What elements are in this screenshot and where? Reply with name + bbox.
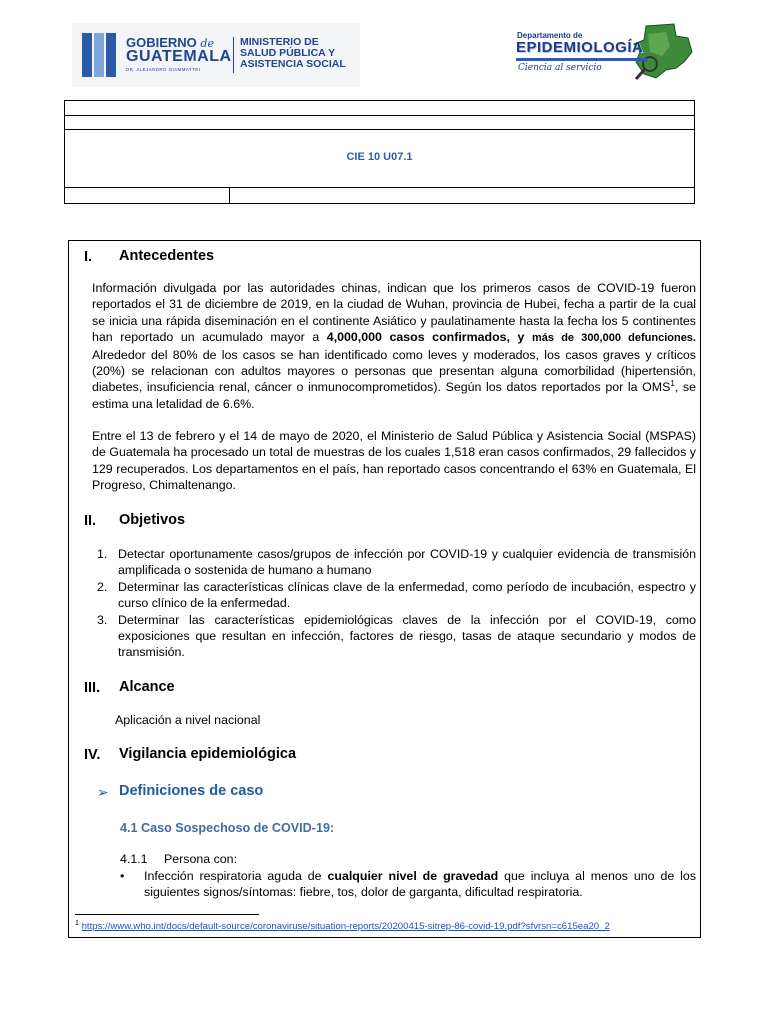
cie-code: CIE 10 U07.1 [346, 151, 413, 163]
list-item-text: Detectar oportunamente casos/grupos de infección por COVID-19 y cualquier evidencia de transmisión amplificada o sostenida de humano a humano [118, 547, 696, 578]
list-item [92, 579, 696, 612]
title-table-rule-1 [65, 115, 694, 116]
list-item-number: 2. [97, 579, 108, 594]
antecedentes-p1-text-c: , se estima una letalidad de 6.6%. [92, 380, 696, 411]
footnote-marker: 1 [75, 920, 79, 927]
epi-logo-bar [516, 58, 648, 61]
antecedentes-p1-text-a: Información divulgada por las autoridades chinas, indican que los primeros casos de COVID-19 fueron reportados el 31 de diciembre de 2019, en la ciudad de Wuhan, provincia de Hubei, fecha a partir de la cual se inicia una rápida diseminación en el continente Asiático y paulatinamente hasta la fecha los 5 continentes han reportado un acumulado mayor a [92, 281, 696, 345]
section-1-title: Antecedentes [119, 248, 215, 264]
definiciones-heading: Definiciones de caso [119, 783, 264, 799]
epidemiology-logo [508, 22, 698, 86]
gov-logo-president: DR. ALEJANDRO GIAMMATTEI [126, 67, 201, 72]
bullet-text-bold: cualquier nivel de gravedad [327, 869, 499, 883]
list-item-text: Determinar las características epidemiológicas claves de la infección por el COVID-19, como exposiciones que resultan en infección, factores de riesgo, tasas de ataque secundario y modos de transmisión. [118, 612, 696, 660]
antecedentes-paragraph-1 [92, 280, 696, 412]
government-logo [72, 23, 360, 87]
ministry-line-2: SALUD PÚBLICA Y [240, 47, 336, 59]
list-item [92, 546, 696, 579]
epi-logo-tagline: Ciencia al servicio [518, 63, 602, 73]
flag-stripe-right [106, 33, 116, 77]
list-item [120, 868, 696, 901]
footnote [75, 920, 610, 932]
epi-logo-title: EPIDEMIOLOGÍA [516, 39, 644, 56]
epi-logo-department: Departamento de [517, 31, 583, 40]
list-item-text: Determinar las características clínicas clave de la enfermedad, como período de incubación, espectro y curso clínico de la enfermedad. [118, 579, 696, 611]
gov-logo-de: de [200, 37, 214, 50]
title-table-col-divider [229, 187, 230, 204]
antecedentes-paragraph-2: Entre el 13 de febrero y el 14 de mayo de 2020, el Ministerio de Salud Pública y Asistencia Social (MSPAS) de Guatemala ha procesado un total de muestras de los cuales 1,518 eran casos confirmados, 29 fallecidos y 129 recuperados. Los departamentos en el país, han reportado casos concentrando el 63% en Guatemala, El Progreso, Chimaltenango. [92, 429, 696, 493]
gov-logo-gobierno: GOBIERNO [126, 35, 197, 50]
section-2-number: II. [84, 513, 97, 529]
list-item [92, 612, 696, 661]
alcance-text: Aplicación a nivel nacional [115, 713, 261, 727]
list-item-text [120, 868, 696, 901]
footnote-ref[interactable]: 1 [670, 379, 675, 389]
gov-logo-divider [233, 37, 234, 73]
objectives-list [92, 546, 696, 661]
antecedentes-p1-bold-cases: 4,000,000 casos confirmados, y [326, 330, 525, 345]
list-item-number: 3. [97, 612, 108, 627]
title-table-rule-3 [65, 187, 694, 188]
title-table-rule-2 [65, 129, 694, 130]
arrow-bullet-icon: ➢ [97, 784, 109, 800]
subsection-4-1-1-label: Persona con: [164, 852, 238, 866]
bullet-dot-icon: • [120, 869, 125, 883]
title-table [64, 100, 695, 204]
section-2-title: Objetivos [119, 512, 186, 528]
ministry-line-3: ASISTENCIA SOCIAL [240, 58, 346, 70]
footnote-link[interactable]: https://www.who.int/docs/default-source/coronaviruse/situation-reports/20200415-sitrep-86-covid-19.pdf?sfvrsn=c615ea20_2 [81, 921, 610, 933]
antecedentes-p1-bold-deaths: más de 300,000 defunciones. [532, 332, 696, 345]
section-3-number: III. [84, 680, 101, 696]
subsection-4-1-heading: 4.1 Caso Sospechoso de COVID-19: [120, 821, 335, 835]
gov-logo-guatemala: GUATEMALA [126, 48, 232, 65]
section-4-number: IV. [84, 747, 101, 763]
bullet-text-b: que incluya al menos uno de los siguientes signos/síntomas: fiebre, tos, dolor de garganta, dificultad respiratoria. [144, 869, 697, 900]
section-3-title: Alcance [119, 679, 175, 695]
footnote-separator [75, 914, 259, 915]
bullet-text-a: Infección respiratoria aguda de [144, 869, 328, 883]
flag-stripe-left [82, 33, 92, 77]
subsection-4-1-1-number: 4.1.1 [120, 852, 148, 866]
ministry-name [240, 37, 346, 70]
list-item-number: 1. [97, 547, 108, 561]
content-box [68, 240, 701, 938]
antecedentes-p1-text-b: Alrededor del 80% de los casos se han identificado como leves y moderados, los casos graves y críticos (20%) se relacionan con adultos mayores o personas que presentan alguna comorbilidad (hipertensión, diabetes, insuficiencia renal, cáncer o inmunocomprometidos). Según los datos reportados por la OMS [92, 347, 696, 395]
section-4-title: Vigilancia epidemiológica [119, 746, 297, 762]
ministry-line-1: MINISTERIO DE [240, 36, 319, 48]
flag-stripe-middle [94, 33, 104, 77]
section-1-number: I. [84, 249, 93, 265]
subsection-4-1-1 [120, 852, 238, 866]
